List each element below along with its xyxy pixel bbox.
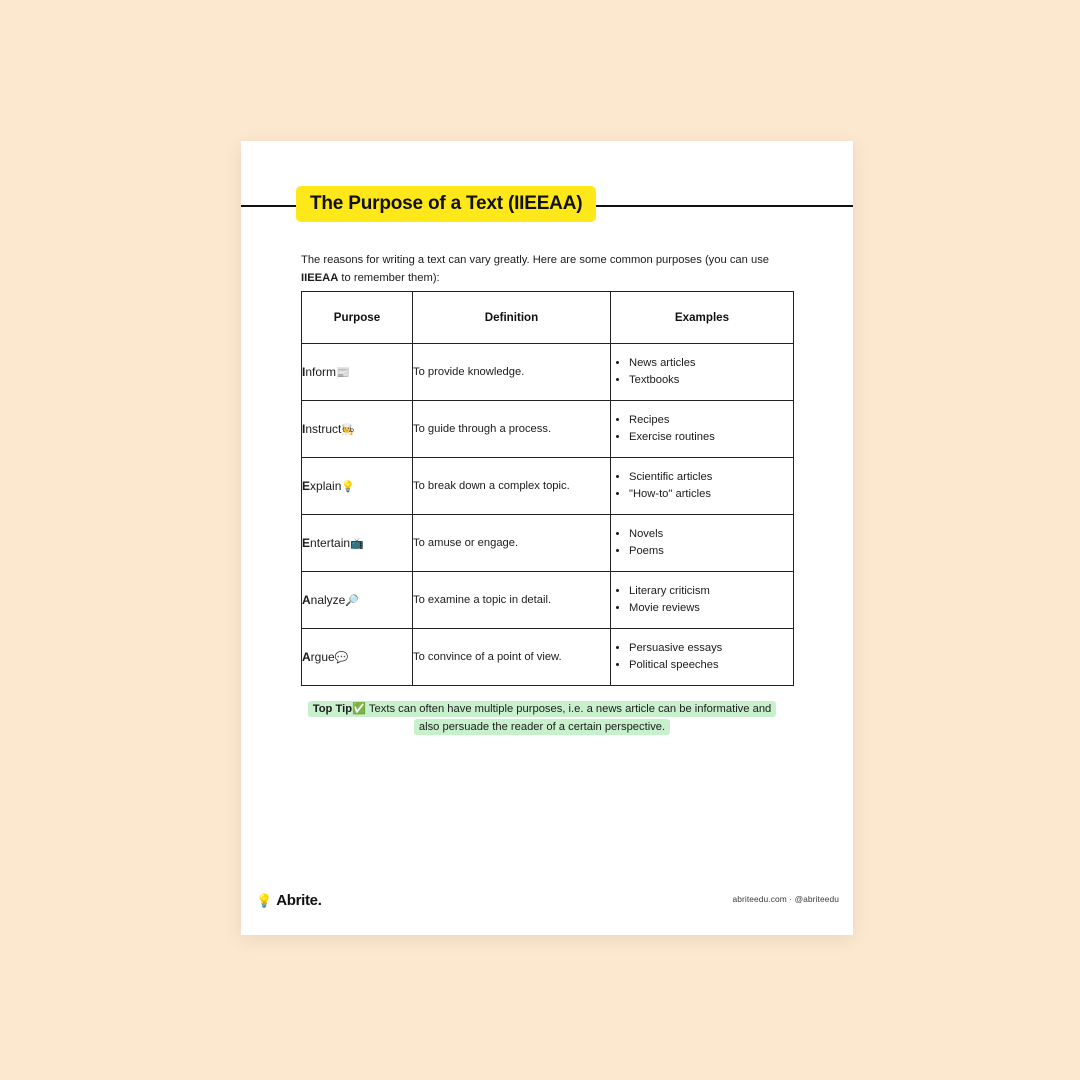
column-header-examples: Examples — [611, 292, 794, 344]
cell-purpose — [302, 572, 413, 629]
footer-meta: abriteedu.com · @abriteedu — [732, 894, 839, 904]
intro-paragraph — [301, 252, 783, 287]
example-item: • Persuasive essays — [629, 640, 793, 657]
cell-purpose — [302, 629, 413, 686]
column-header-definition: Definition — [413, 292, 611, 344]
cell-definition: To examine a topic in detail. — [413, 572, 611, 629]
page-title-container — [296, 186, 596, 222]
table-row — [302, 515, 794, 572]
cell-examples — [611, 344, 794, 401]
example-item: • News articles — [629, 355, 793, 372]
purpose-initial: E — [302, 479, 311, 493]
example-item: • Literary criticism — [629, 583, 793, 600]
speech-bubble-icon: 💬 — [334, 652, 349, 664]
purpose-initial: A — [302, 650, 311, 664]
cell-definition: To amuse or engage. — [413, 515, 611, 572]
cell-definition: To convince of a point of view. — [413, 629, 611, 686]
cell-purpose — [302, 515, 413, 572]
purpose-rest: nalyze — [310, 593, 346, 607]
table-row — [302, 572, 794, 629]
purpose-rest: xplain — [310, 479, 342, 493]
purpose-rest: rgue — [310, 650, 335, 664]
purpose-rest: ntertain — [310, 536, 351, 550]
intro-text-part1: The reasons for writing a text can vary greatly. Here are some common purposes (you can use — [301, 254, 770, 267]
newspaper-icon: 📰 — [336, 367, 350, 379]
brand-name: Abrite. — [276, 892, 322, 909]
page-title: The Purpose of a Text (IIEEAA) — [296, 186, 596, 222]
purpose-initial: I — [302, 365, 306, 379]
purpose-table — [301, 291, 794, 686]
example-item: • Recipes — [629, 412, 793, 429]
cell-definition: To provide knowledge. — [413, 344, 611, 401]
example-item: • Novels — [629, 526, 793, 543]
cook-icon: 🧑‍🍳 — [341, 424, 356, 436]
cell-examples — [611, 401, 794, 458]
example-item: • Exercise routines — [629, 429, 793, 446]
intro-text-part2: to remember them): — [338, 271, 440, 284]
footer-logo — [256, 892, 322, 909]
check-mark-icon: ✅ — [352, 703, 367, 715]
television-icon: 📺 — [350, 538, 364, 550]
lightbulb-icon: 💡 — [256, 893, 273, 908]
example-item: • "How-to" articles — [629, 486, 793, 503]
example-item: • Poems — [629, 543, 793, 560]
cell-examples — [611, 629, 794, 686]
example-item: • Textbooks — [629, 372, 793, 389]
example-item: • Scientific articles — [629, 469, 793, 486]
purpose-initial: E — [302, 536, 311, 550]
purpose-initial: A — [302, 593, 311, 607]
cell-purpose — [302, 458, 413, 515]
intro-acronym: IIEEAA — [301, 271, 339, 284]
cell-definition: To break down a complex topic. — [413, 458, 611, 515]
table-header-row — [302, 292, 794, 344]
example-item: • Political speeches — [629, 657, 793, 674]
cell-examples — [611, 572, 794, 629]
purpose-initial: I — [302, 422, 306, 436]
magnifying-glass-icon: 🔎 — [345, 595, 360, 607]
table-row — [302, 458, 794, 515]
purpose-rest: nstruct — [305, 422, 342, 436]
table-row — [302, 629, 794, 686]
table-row — [302, 344, 794, 401]
column-header-purpose: Purpose — [302, 292, 413, 344]
cell-purpose — [302, 401, 413, 458]
lightbulb-icon: 💡 — [341, 481, 356, 493]
cell-definition: To guide through a process. — [413, 401, 611, 458]
cell-examples — [611, 458, 794, 515]
top-tip-callout — [303, 701, 781, 737]
cell-examples — [611, 515, 794, 572]
top-tip-label: Top Tip — [312, 703, 353, 715]
cell-purpose — [302, 344, 413, 401]
worksheet-page — [241, 141, 853, 935]
table-row — [302, 401, 794, 458]
example-item: • Movie reviews — [629, 600, 793, 617]
top-tip-text: Texts can often have multiple purposes, i.e. a news article can be informative and also persuade the reader of a certain perspective. — [366, 703, 772, 733]
purpose-rest: nform — [305, 365, 337, 379]
